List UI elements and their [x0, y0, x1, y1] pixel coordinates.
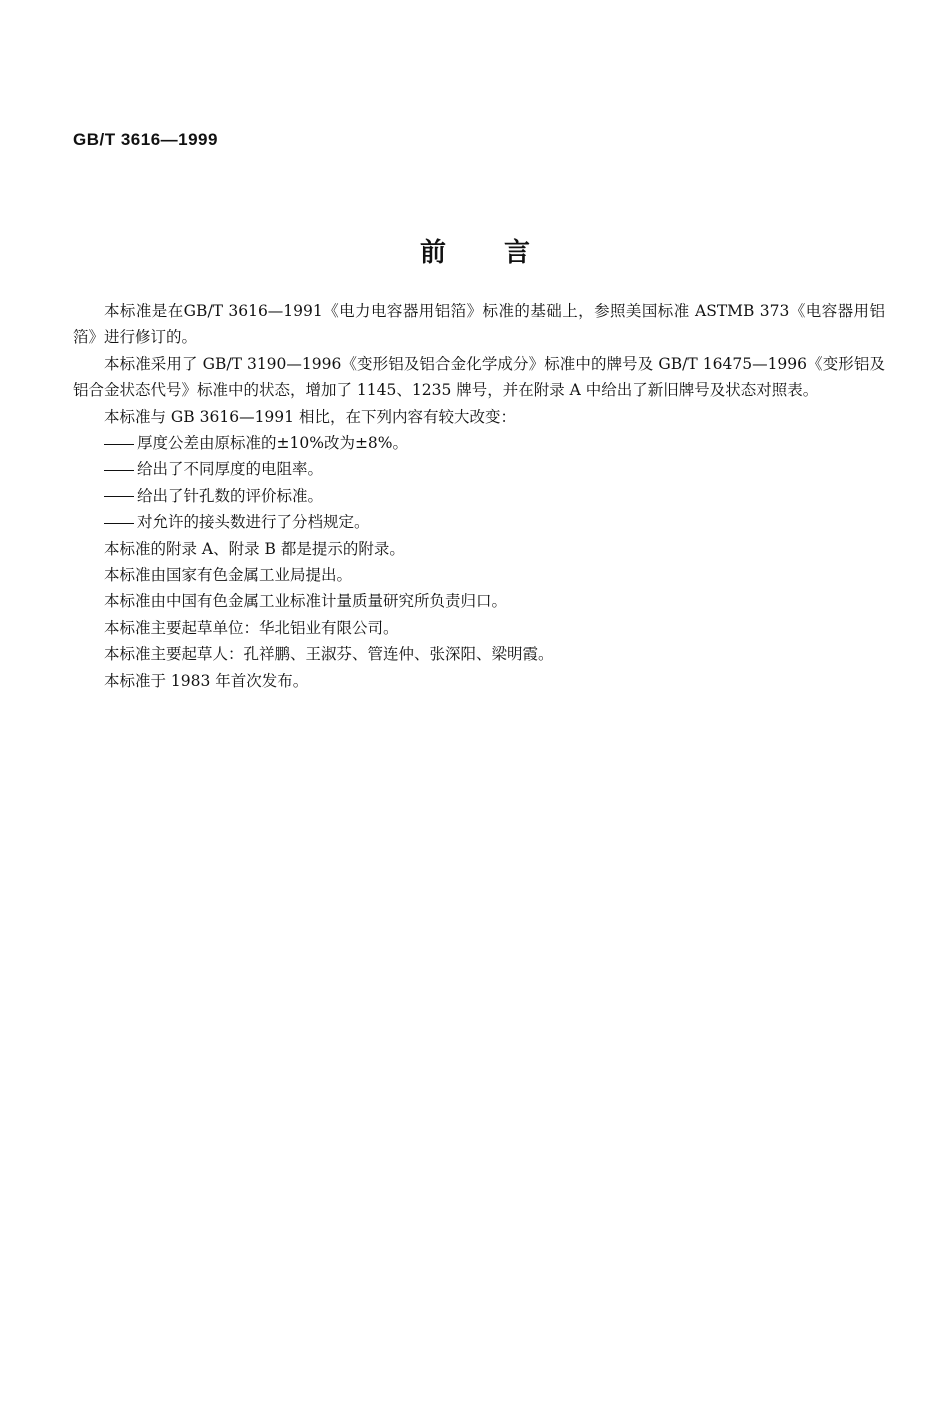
change-item-text: 给出了针孔数的评价标准。 — [137, 486, 324, 505]
paragraph-drafters: 本标准主要起草人：孔祥鹏、王淑芬、管连仲、张深阳、梁明霞。 — [104, 645, 554, 664]
em-dash-icon — [104, 470, 134, 471]
change-item-text: 给出了不同厚度的电阻率。 — [137, 460, 324, 479]
paragraph-grades-tempers: 本标准采用了 GB/T 3190—1996《变形铝及铝合金化学成分》标准中的牌号及 GB/T 16475—1996《变形铝及铝合金状态代号》标准中的状态，增加了 1145、1235 牌号，并在附录 A 中给出了新旧牌号及状态对照表。 — [73, 354, 885, 400]
page-title: 前言 — [419, 238, 588, 268]
paragraph-administrator: 本标准由中国有色金属工业标准计量质量研究所负责归口。 — [104, 592, 508, 611]
standard-code: GB/T 3616—1999 — [73, 130, 218, 149]
paragraph-appendices: 本标准的附录 A、附录 B 都是提示的附录。 — [104, 539, 405, 558]
change-item — [73, 430, 885, 456]
change-item-text: 厚度公差由原标准的±10%改为±8%。 — [137, 434, 409, 453]
change-item-text: 对允许的接头数进行了分档规定。 — [137, 513, 370, 532]
paragraph-revision-basis: 本标准是在GB/T 3616—1991《电力电容器用铝箔》标准的基础上，参照美国标准 ASTMB 373《电容器用铝箔》进行修订的。 — [73, 302, 885, 347]
paragraph-first-issue: 本标准于 1983 年首次发布。 — [104, 671, 309, 690]
paragraph-drafting-unit: 本标准主要起草单位：华北铝业有限公司。 — [104, 618, 399, 637]
paragraph-changes-intro: 本标准与 GB 3616—1991 相比，在下列内容有较大改变： — [104, 407, 516, 426]
em-dash-icon — [104, 444, 134, 445]
change-item — [73, 509, 885, 535]
change-item — [73, 483, 885, 509]
em-dash-icon — [104, 496, 134, 497]
paragraph-proposer: 本标准由国家有色金属工业局提出。 — [104, 566, 353, 585]
change-item — [73, 456, 885, 482]
em-dash-icon — [104, 523, 134, 524]
foreword-body — [73, 298, 885, 694]
